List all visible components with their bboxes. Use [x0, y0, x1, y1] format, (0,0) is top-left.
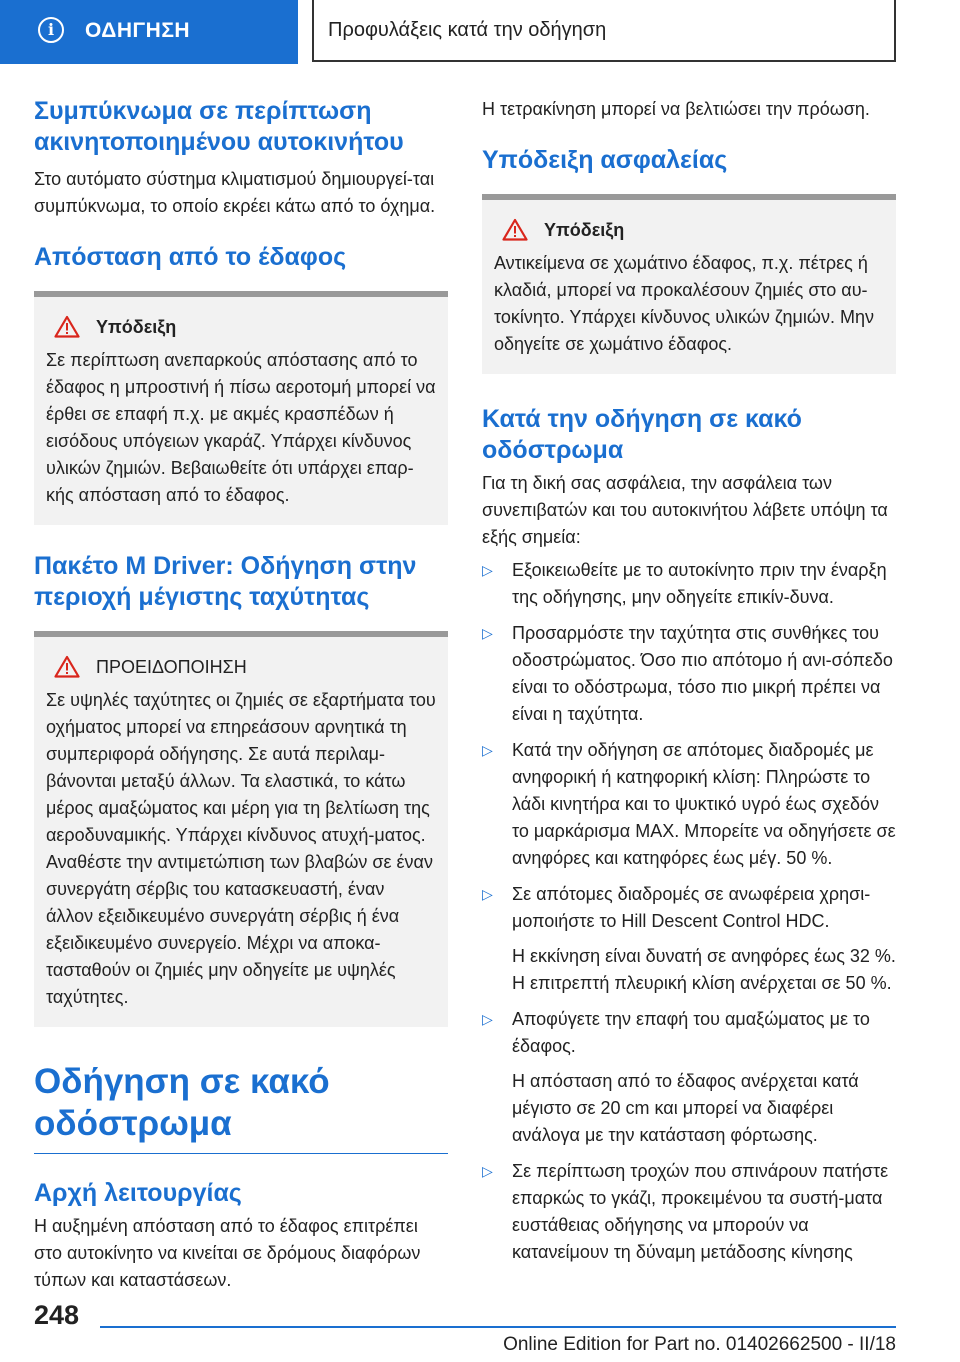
- page-footer: [0, 1290, 960, 1362]
- list-item-detail: Η εκκίνηση είναι δυνατή σε ανηφόρες έως 32 %. Η επιτρεπτή πλευρική κλίση ανέρχεται σε 50 %.: [512, 946, 896, 993]
- paragraph-condensation: Στο αυτόματο σύστημα κλιματισμού δημιουργεί-ται συμπύκνωμα, το οποίο εκρέει κάτω από το όχημα.: [34, 169, 436, 216]
- heading-condensation: Συμπύκνωμα σε περίπτωση ακινητοποιημένου αυτοκινήτου: [34, 97, 404, 156]
- safety-points-list: [482, 557, 896, 1266]
- heading-driving-bad-road: Κατά την οδήγηση σε κακό οδόστρωμα: [482, 405, 802, 464]
- list-item: ▷ Κατά την οδήγηση σε απότομες διαδρομές με ανηφορική ή κατηφορική κλίση: Πληρώστε το λάδι κινητήρα και το ψυκτικό υγρό έως σχεδόν το μαρκάρισμα MAX. Μπορείτε να οδηγήσετε σε ανηφόρες και κατηφόρες έως μέγ. 50 %.: [482, 737, 896, 872]
- warning-triangle-icon: [54, 655, 80, 678]
- left-column: [34, 96, 448, 1294]
- paragraph-awd: Η τετρακίνηση μπορεί να βελτιώσει την πρόωση.: [482, 99, 870, 119]
- heading-operating-principle: Αρχή λειτουργίας: [34, 1179, 242, 1207]
- triangle-bullet-icon: ▷: [482, 1011, 493, 1027]
- list-item: ▷ Εξοικειωθείτε με το αυτοκίνητο πριν την έναρξη της οδήγησης, μην οδηγείτε επικίν-δυνα.: [482, 557, 896, 611]
- heading-m-driver: Πακέτο M Driver: Οδήγηση στην περιοχή μέγιστης ταχύτητας: [34, 552, 417, 611]
- heading-safety-note: Υπόδειξη ασφαλείας: [482, 146, 728, 174]
- chapter-title: Προφυλάξεις κατά την οδήγηση: [328, 19, 607, 41]
- warning-text: Σε υψηλές ταχύτητες οι ζημιές σε εξαρτήματα του οχήματος μπορεί να επηρεάσουν αρνητικά τη συμπεριφορά οδήγησης. Σε αυτά περιλαμ-βάνονται μεταξύ άλλων. Τα ελαστικά, το κάτω μέρος αμαξώματος και μέρη για τη βελτίωση της αεροδυναμικής. Υπάρχει κίνδυνος ατυχή-ματος. Αναθέστε την αντιμετώπιση των βλαβών σε έναν συνεργάτη σέρβις του κατασκευαστή, έναν άλλον εξειδικευμένο συνεργάτη σέρβις ή ένα εξειδικευμένο συνεργείο. Μέχρι να αποκα-τασταθούν οι ζημιές μην οδηγείτε με υψηλές ταχύτητες.: [46, 690, 436, 1007]
- warning-triangle-icon: [54, 315, 80, 338]
- page-header: [0, 0, 960, 64]
- note-label: Υπόδειξη: [544, 220, 625, 240]
- triangle-bullet-icon: ▷: [482, 562, 493, 578]
- heading-bad-road: Οδήγηση σε κακό οδόστρωμα: [34, 1062, 330, 1143]
- page-number: 248: [34, 1300, 80, 1330]
- list-item: ▷ Αποφύγετε την επαφή του αμαξώματος με το έδαφος. Η απόσταση από το έδαφος ανέρχεται κατά μέγιστο σε 20 cm και μπορεί να διαφέρει ανάλογα με την κατάσταση φόρτωσης.: [482, 1006, 896, 1149]
- list-item: ▷ Σε απότομες διαδρομές σε ανωφέρεια χρησι-μοποιήστε το Hill Descent Control HDC. Η εκκίνηση είναι δυνατή σε ανηφόρες έως 32 %. Η επιτρεπτή πλευρική κλίση ανέρχεται σε 50 %.: [482, 881, 896, 997]
- list-item: ▷ Σε περίπτωση τροχών που σπινάρουν πατήστε επαρκώς το γκάζι, προκειμένου τα συστή-ματα ευστάθειας οδήγησης να μπορούν να κατανείμουν τη δύναμη μετάδοσης κίνησης: [482, 1158, 896, 1266]
- note-ground-clearance: [34, 291, 448, 525]
- info-icon: i: [38, 17, 64, 43]
- warning-label: ΠΡΟΕΙΔΟΠΟΙΗΣΗ: [96, 657, 247, 677]
- triangle-bullet-icon: ▷: [482, 886, 493, 902]
- footer-divider: [100, 1326, 896, 1328]
- list-item-detail: Η απόσταση από το έδαφος ανέρχεται κατά μέγιστο σε 20 cm και μπορεί να διαφέρει ανάλογα με την κατάσταση φόρτωσης.: [512, 1071, 859, 1145]
- edition-label: Online Edition for Part no. 01402662500 - II/18: [503, 1334, 896, 1355]
- triangle-bullet-icon: ▷: [482, 625, 493, 641]
- warning-triangle-icon: [502, 218, 528, 241]
- right-column: [482, 96, 896, 1275]
- note-label: Υπόδειξη: [96, 317, 177, 337]
- note-text: Αντικείμενα σε χωμάτινο έδαφος, π.χ. πέτρες ή κλαδιά, μπορεί να προκαλέσουν ζημιές στο αυ-τοκίνητο. Υπάρχει κίνδυνος υλικών ζημιών. Μην οδηγείτε σε χωμάτινο έδαφος.: [494, 253, 874, 354]
- note-text: Σε περίπτωση ανεπαρκούς απόστασης από το έδαφος η μπροστινή ή πίσω αεροτομή μπορεί να έρθει σε επαφή π.χ. με ακμές κρασπέδων ή εισόδους υπόγειων γκαράζ. Υπάρχει κίνδυνος υλικών ζημιών. Βεβαιωθείτε ότι υπάρχει επαρ-κής απόσταση από το έδαφος.: [46, 350, 436, 505]
- chapter-box: [312, 0, 896, 62]
- paragraph-operating-principle: Η αυξημένη απόσταση από το έδαφος επιτρέπει στο αυτοκίνητο να κινείται σε δρόμους διαφόρων τύπων και καταστάσεων.: [34, 1216, 421, 1290]
- warning-high-speed: [34, 631, 448, 1027]
- heading-divider: [34, 1153, 448, 1154]
- section-title: ΟΔΗΓΗΣΗ: [85, 19, 191, 42]
- list-item: ▷ Προσαρμόστε την ταχύτητα στις συνθήκες του οδοστρώματος. Όσο πιο απότομο ή ανι-σόπεδο είναι το οδόστρωμα, τόσο πιο μικρή πρέπει να είναι η ταχύτητα.: [482, 620, 896, 728]
- triangle-bullet-icon: ▷: [482, 742, 493, 758]
- note-dirt-road: [482, 194, 896, 374]
- paragraph-safety-points: Για τη δική σας ασφάλεια, την ασφάλεια των συνεπιβατών και του αυτοκινήτου λάβετε υπόψη τα εξής σημεία:: [482, 473, 888, 547]
- triangle-bullet-icon: ▷: [482, 1163, 493, 1179]
- heading-ground-clearance: Απόσταση από το έδαφος: [34, 243, 347, 271]
- section-tab[interactable]: [0, 0, 298, 64]
